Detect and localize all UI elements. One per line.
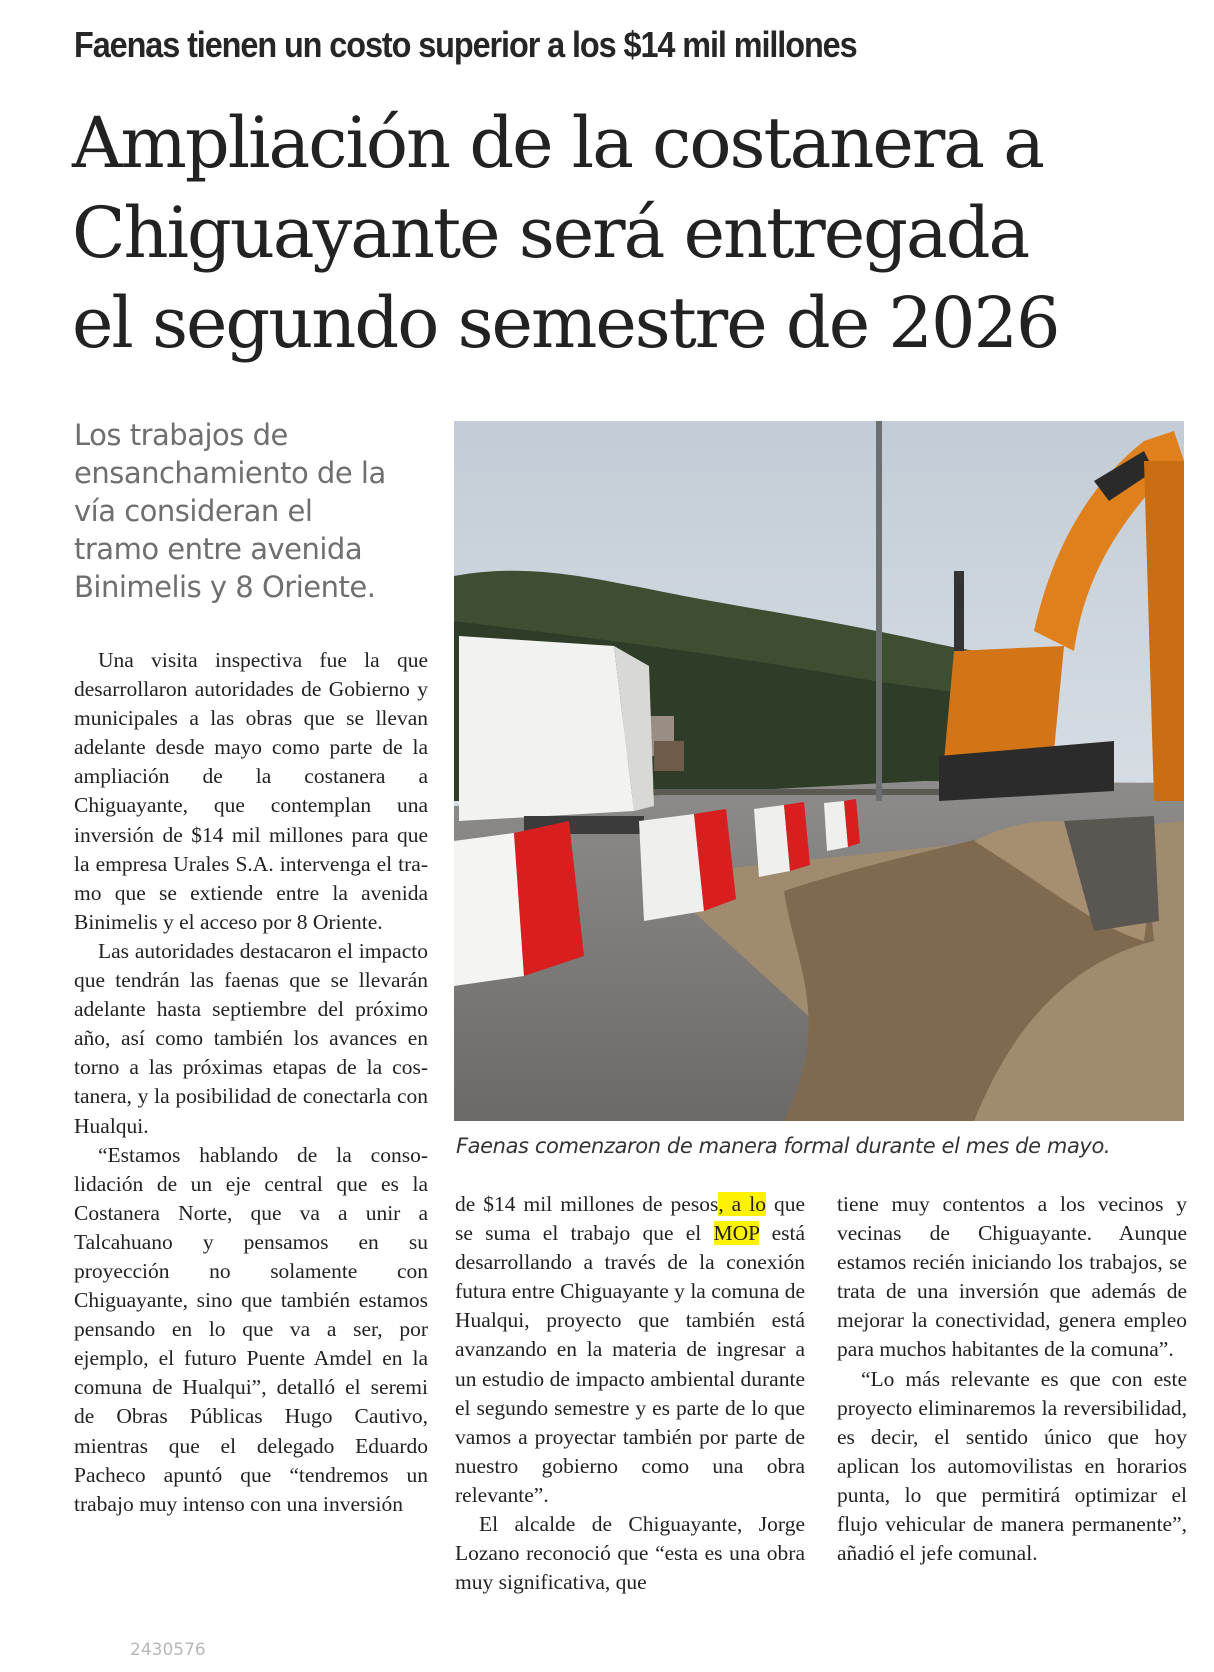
deck-line: tramo entre avenida: [74, 532, 363, 566]
col2-start: de $14 mil millones de pesos: [455, 1192, 719, 1216]
deck-line: vía consideran el: [74, 494, 313, 528]
roadworks-photo: [454, 421, 1184, 1121]
col2-mid: que se suma el trabajo que el: [455, 1192, 805, 1246]
body-paragraph: “Lo más relevante es que con este proyecto eliminaremos la reversibilidad, es decir, el sentido único que hoy aplican los automovilistas en horarios punta, lo que permitirá optimizar el flujo vehicular de manera permanente”, añadió el jefe comunal.: [837, 1366, 1187, 1566]
highlight: MOP: [713, 1221, 760, 1246]
body-column-3: [837, 1190, 1187, 1568]
body-paragraph: tiene muy contentos a los vecinos y vecinas de Chiguayante. Aunque estamos recién iniciando los trabajos, se trata de una inversión que además de mejorar la conectividad, genera empleo para muchos habitantes de la comuna”.: [837, 1192, 1187, 1362]
body-paragraph: Una visita inspectiva fue la que desarrollaron autoridades de Gobierno y municipales a las obras que se llevan adelante desde mayo como parte de la ampliación de la costanera a Chiguayante, que contemplan una inversión de $14 mil millones para que la empresa Urales S.A. intervenga el tramo que se extiende entre la avenida Binimelis y el acceso por 8 Oriente.: [74, 648, 428, 934]
body-column-2: [455, 1190, 805, 1597]
body-paragraph: El alcalde de Chiguayante, Jorge Lozano reconoció que “esta es una obra muy significativa, que: [455, 1512, 805, 1595]
deck-line: Los trabajos de: [74, 418, 288, 452]
page-footer-code: 2430576: [130, 1640, 206, 1660]
headline-line-2: Chiguayante será entregada: [72, 192, 1029, 274]
headline-line-3: el segundo semestre de 2026: [72, 282, 1059, 364]
body-paragraph: Las autoridades destacaron el impacto que tendrán las faenas que se llevarán adelante hasta septiembre del próximo año, así como también los avances en torno a las próximas etapas de la costanera, y la posibilidad de conectarla con Hualqui.: [74, 938, 428, 1138]
photo-caption: Faenas comenzaron de manera formal durante el mes de mayo.: [456, 1134, 1111, 1158]
kicker: Faenas tienen un costo superior a los $14 mil millones: [74, 24, 857, 65]
body-column-1: [74, 646, 428, 1519]
article-photo: [454, 421, 1184, 1121]
headline-line-1: Ampliación de la costanera a: [72, 102, 1043, 184]
deck-line: ensanchamiento de la: [74, 456, 386, 490]
headline: [72, 98, 1202, 368]
body-paragraph: “Estamos hablando de la consolidación de un eje central que es la Costanera Norte, que va a unir a Talcahuano y pensamos en su proyección no solamente con Chiguayante, sino que también estamos pensando en lo que va a ser, por ejemplo, el futuro Puente Amdel en la comuna de Hualqui”, detalló el seremi de Obras Públicas Hugo Cautivo, mientras que el delegado Eduardo Pacheco apuntó que “tendremos un trabajo muy intenso con una inversión: [74, 1142, 428, 1516]
col2-rest: está desarrollando a través de la conexión futura entre Chiguayante y la comuna de Hualqui, proyecto que también está avanzando en la materia de ingresar a un estudio de impacto ambiental durante el segundo semestre y es parte de lo que vamos a proyectar también por parte de nuestro gobierno como una obra relevante”.: [455, 1221, 805, 1507]
body-paragraph: [455, 1190, 805, 1510]
highlight: , a lo: [718, 1192, 766, 1216]
deck: [74, 416, 434, 606]
deck-line: Binimelis y 8 Oriente.: [74, 570, 376, 604]
